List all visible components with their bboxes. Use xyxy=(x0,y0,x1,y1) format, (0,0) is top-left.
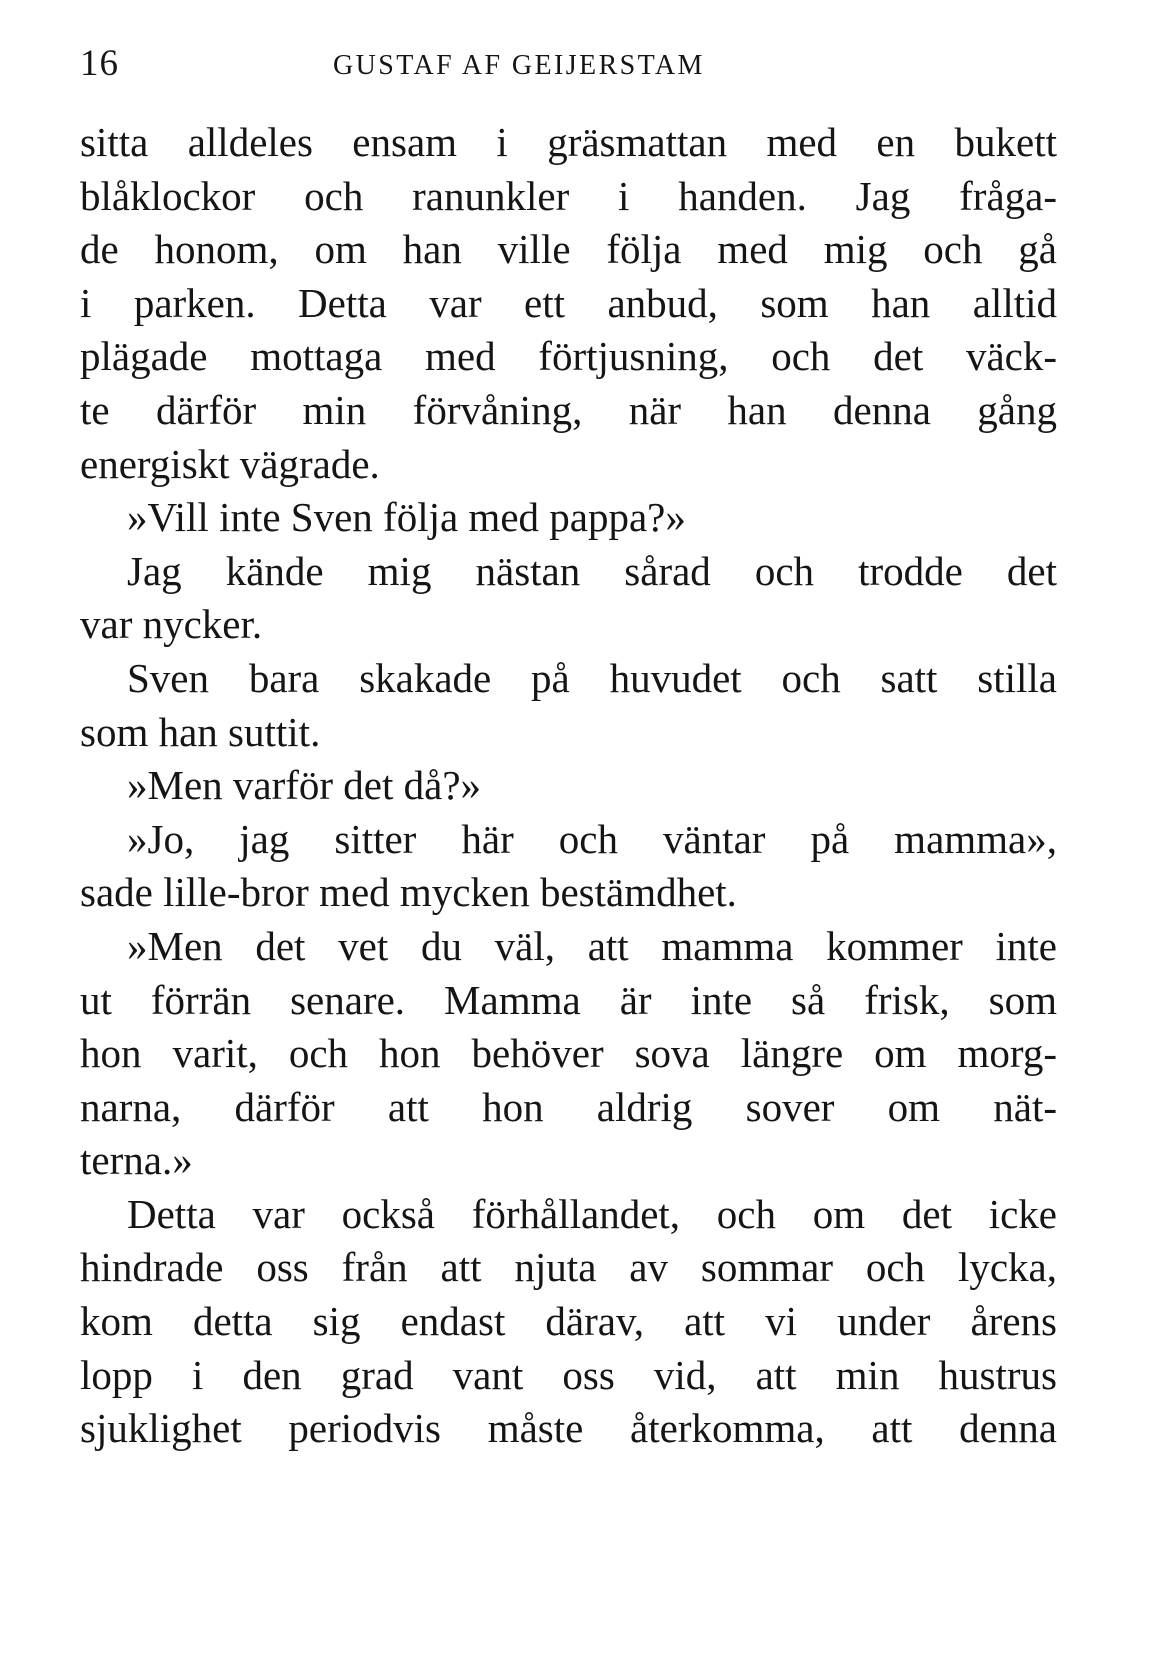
text-line: Jag kände mig nästan sårad och trodde det xyxy=(127,547,1057,594)
page-header xyxy=(80,42,1080,92)
text-line: blåklockor och ranunkler i handen. Jag fråga- xyxy=(80,172,1057,219)
text-line: Sven bara skakade på huvudet och satt stilla xyxy=(127,654,1057,701)
text-line: lopp i den grad vant oss vid, att min hustrus xyxy=(80,1351,1057,1398)
text-line: sade lille-bror med mycken bestämdhet. xyxy=(80,869,737,916)
text-line: te därför min förvåning, när han denna gång xyxy=(80,386,1057,433)
text-line: narna, därför att hon aldrig sover om nät- xyxy=(80,1083,1057,1130)
text-line: som han suttit. xyxy=(80,708,321,755)
text-line: sitta alldeles ensam i gräsmattan med en bukett xyxy=(80,119,1057,165)
text-line: »Vill inte Sven följa med pappa?» xyxy=(127,494,686,541)
text-line: terna.» xyxy=(80,1137,193,1184)
text-line: kom detta sig endast därav, att vi under årens xyxy=(80,1298,1057,1345)
body-text xyxy=(80,116,1057,1456)
text-line: i parken. Detta var ett anbud, som han alltid xyxy=(80,279,1057,326)
text-line: sjuklighet periodvis måste återkomma, att denna xyxy=(80,1405,1057,1452)
text-line: plägade mottaga med förtjusning, och det väck- xyxy=(80,333,1057,380)
text-line: »Jo, jag sitter här och väntar på mamma», xyxy=(127,815,1057,862)
text-line: var nycker. xyxy=(80,601,263,648)
text-line: Detta var också förhållandet, och om det icke xyxy=(127,1190,1057,1237)
text-line: hon varit, och hon behöver sova längre om morg- xyxy=(80,1030,1057,1077)
text-line: »Men varför det då?» xyxy=(127,762,482,809)
text-line: »Men det vet du väl, att mamma kommer inte xyxy=(127,922,1057,969)
text-line: hindrade oss från att njuta av sommar och lycka, xyxy=(80,1244,1057,1291)
text-line: de honom, om han ville följa med mig och gå xyxy=(80,226,1057,273)
text-line: energiskt vägrade. xyxy=(80,440,380,487)
page-number: 16 xyxy=(80,43,119,84)
text-line: ut förrän senare. Mamma är inte så frisk, som xyxy=(80,976,1057,1023)
running-head: GUSTAF AF GEIJERSTAM xyxy=(333,50,705,81)
